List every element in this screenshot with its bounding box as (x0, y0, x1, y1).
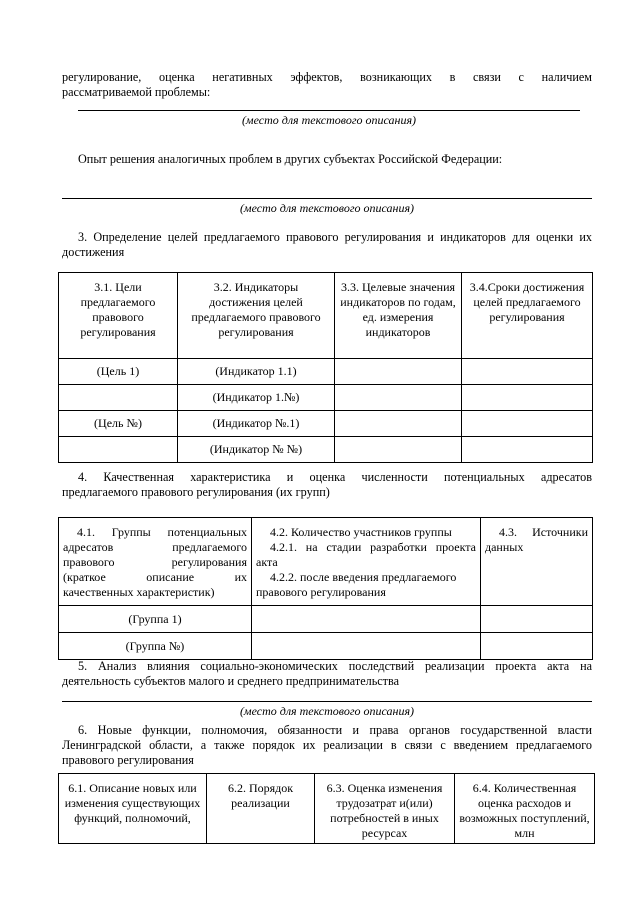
participants-cell (252, 633, 481, 660)
goal-cell (59, 437, 178, 463)
indicators-header: 3.2. Индикаторы достижения целей предлагаемого правового регулирования (178, 273, 335, 359)
intro-line-2: рассматриваемой проблемы: (62, 85, 211, 99)
indicator-cell: (Индикатор 1.№) (178, 385, 335, 411)
text-field-line (62, 701, 592, 702)
section6-heading-line-1: 6. Новые функции, полномочия, обязанности и права органов государственной власти (78, 723, 592, 737)
deadline-cell (462, 437, 593, 463)
groups-table (58, 517, 593, 660)
target-value-cell (335, 359, 462, 385)
target-values-header: 3.3. Целевые значения индикаторов по годам, ед. измерения индикаторов (335, 273, 462, 359)
text-field-line (78, 110, 580, 111)
functions-table (58, 773, 595, 844)
participants-cell (252, 606, 481, 633)
section5-heading-line-2: деятельность субъектов малого и среднего предпринимательства (62, 674, 399, 688)
new-functions-header: 6.1. Описание новых или изменения существующих функций, полномочий, (59, 774, 207, 844)
section5-heading-line-1: 5. Анализ влияния социально-экономических последствий реализации проекта акта на (78, 659, 592, 673)
expenses-header: 6.4. Количественная оценка расходов и возможных поступлений, млн (455, 774, 595, 844)
goal-cell (59, 385, 178, 411)
sources-cell (481, 633, 593, 660)
section4-heading-line-2: предлагаемого правового регулирования (их групп) (62, 485, 330, 499)
indicator-cell: (Индикатор 1.1) (178, 359, 335, 385)
indicator-cell: (Индикатор №.1) (178, 411, 335, 437)
experience-text: Опыт решения аналогичных проблем в других субъектах Российской Федерации: (78, 152, 503, 166)
goal-cell: (Цель 1) (59, 359, 178, 385)
placeholder-caption: (место для текстового описания) (241, 113, 417, 127)
goals-header: 3.1. Цели предлагаемого правового регулирования (59, 273, 178, 359)
target-value-cell (335, 385, 462, 411)
sources-header: 4.3. Источники данных (481, 518, 593, 606)
target-value-cell (335, 437, 462, 463)
section3-heading-line-2: достижения (62, 245, 125, 259)
sources-cell (481, 606, 593, 633)
section4-heading-line-1: 4. Качественная характеристика и оценка численности потенциальных адресатов (78, 470, 592, 484)
deadline-cell (462, 411, 593, 437)
participants-header: 4.2. Количество участников группы 4.2.1. на стадии разработки проекта акта 4.2.2. после введения предлагаемого правового регулирования (252, 518, 481, 606)
intro-line-1: регулирование, оценка негативных эффектов, возникающих в связи с наличием (62, 70, 592, 84)
deadline-cell (462, 385, 593, 411)
group-cell: (Группа 1) (59, 606, 252, 633)
section6-heading-line-3: правового регулирования (62, 753, 194, 767)
procedure-header: 6.2. Порядок реализации (207, 774, 315, 844)
indicator-cell: (Индикатор № №) (178, 437, 335, 463)
placeholder-caption: (место для текстового описания) (239, 201, 415, 215)
goal-cell: (Цель №) (59, 411, 178, 437)
labor-costs-header: 6.3. Оценка изменения трудозатрат и(или) потребностей в иных ресурсах (315, 774, 455, 844)
goals-table (58, 272, 593, 463)
text-field-line (62, 198, 592, 199)
section3-heading-line-1: 3. Определение целей предлагаемого правового регулирования и индикаторов для оценки их (78, 230, 592, 244)
group-cell: (Группа №) (59, 633, 252, 660)
placeholder-caption: (место для текстового описания) (239, 704, 415, 718)
target-value-cell (335, 411, 462, 437)
deadline-cell (462, 359, 593, 385)
section6-heading-line-2: Ленинградской области, а также порядок их реализации в связи с введением предлагаемого (62, 738, 592, 752)
groups-header: 4.1. Группы потенциальных адресатов предлагаемого правового регулирования (краткое описание их качественных характеристик) (59, 518, 252, 606)
deadlines-header: 3.4.Сроки достижения целей предлагаемого регулирования (462, 273, 593, 359)
